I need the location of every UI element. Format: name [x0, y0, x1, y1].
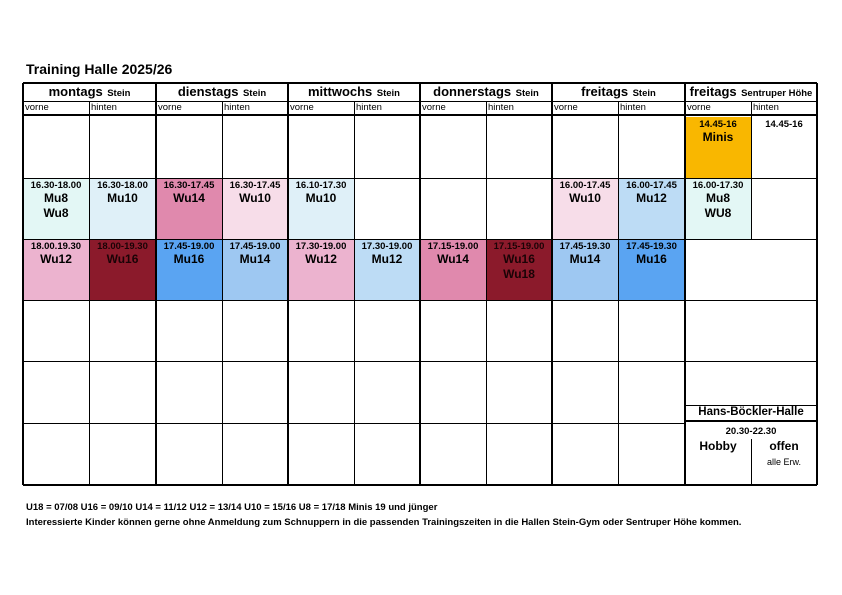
- sub-label-front: vorne: [158, 102, 182, 113]
- schedule-cell: [222, 178, 288, 239]
- sub-label-front: vorne: [687, 102, 711, 113]
- cell-time: 18.00-19.30: [97, 241, 148, 252]
- cell-group: Wu8: [43, 206, 69, 220]
- grid-line: [89, 101, 90, 485]
- grid-line: [419, 83, 421, 485]
- cell-time: 16.00-17.45: [559, 180, 611, 191]
- cell-group: Wu14: [173, 191, 205, 205]
- schedule-cell: [288, 239, 354, 300]
- schedule-cell: [89, 178, 156, 239]
- cell-group: Wu16: [106, 252, 139, 266]
- cell-group: Wu12: [305, 252, 337, 266]
- sub-label-front: vorne: [290, 102, 314, 113]
- day-name: mittwochs: [308, 84, 373, 99]
- day-name: freitags: [581, 84, 629, 99]
- schedule-cell: [751, 117, 817, 178]
- day-name: montags: [48, 84, 103, 99]
- cell-time: 17.45-19.00: [229, 241, 281, 252]
- hans-boeckler-note: alle Erw.: [766, 457, 801, 467]
- cell-group: Mu8: [706, 191, 730, 205]
- cell-group: Mu14: [239, 252, 271, 266]
- hans-boeckler-group-left: Hobby: [699, 439, 737, 453]
- cell-time: 16.00-17.45: [626, 180, 677, 191]
- sub-label-front: vorne: [25, 102, 49, 113]
- day-location: Stein: [515, 88, 539, 99]
- schedule-cell: [288, 178, 354, 239]
- schedule-cell: [486, 239, 552, 300]
- cell-time: 17.45-19.30: [626, 241, 677, 252]
- cell-group: Wu12: [40, 252, 72, 266]
- schedule-cell: [354, 239, 420, 300]
- cell-time: 17.15-19.00: [493, 241, 545, 252]
- sub-label-back: hinten: [224, 102, 250, 113]
- cell-group: Wu14: [437, 252, 469, 266]
- grid-line: [23, 178, 685, 179]
- cell-time: 14.45-16: [699, 119, 737, 130]
- grid-line: [685, 178, 817, 179]
- sub-label-back: hinten: [488, 102, 514, 113]
- schedule-cell: [420, 239, 486, 300]
- day-name: freitags: [689, 84, 737, 99]
- footnote-age-groups: U18 = 07/08 U16 = 09/10 U14 = 11/12 U12 = 13/14 U10 = 15/16 U8 = 17/18 Minis 19 und jünger: [26, 502, 438, 513]
- grid-line: [684, 83, 686, 485]
- grid-line: [354, 101, 355, 485]
- cell-time: 16.30-18.00: [30, 180, 82, 191]
- cell-time: 18.00.19.30: [30, 241, 82, 252]
- cell-group: Mu16: [636, 252, 667, 266]
- grid-line: [685, 420, 817, 422]
- sub-label-front: vorne: [554, 102, 578, 113]
- cell-group: Mu10: [305, 191, 337, 205]
- grid-line: [685, 300, 817, 301]
- sub-label-back: hinten: [91, 102, 117, 113]
- cell-time: 16.10-17.30: [295, 180, 347, 191]
- day-location: Stein: [376, 88, 400, 99]
- cell-time: 16.00-17.30: [692, 180, 744, 191]
- cell-group: Mu10: [107, 191, 138, 205]
- cell-time: 17.15-19.00: [427, 241, 479, 252]
- schedule-cell: [685, 178, 751, 239]
- hans-boeckler-time: 20.30-22.30: [725, 426, 777, 437]
- hans-boeckler-title: Hans-Böckler-Halle: [698, 406, 804, 418]
- grid-line: [486, 101, 487, 485]
- cell-group: Mu12: [636, 191, 667, 205]
- cell-group: WU8: [704, 206, 732, 220]
- schedule-cell: [552, 239, 618, 300]
- day-name: dienstags: [177, 84, 239, 99]
- grid-line: [23, 361, 685, 362]
- cell-time: 14.45-16: [765, 119, 803, 130]
- schedule-cell: [23, 178, 89, 239]
- sub-label-back: hinten: [620, 102, 646, 113]
- grid-line: [23, 300, 685, 301]
- sub-label-front: vorne: [422, 102, 446, 113]
- grid-line: [222, 101, 223, 485]
- cell-time: 16.30-17.45: [229, 180, 281, 191]
- grid-line: [551, 83, 553, 485]
- day-location: Stein: [242, 88, 267, 99]
- grid-line: [751, 439, 752, 485]
- grid-line: [816, 83, 817, 485]
- grid-line: [685, 239, 817, 240]
- cell-group: Mu12: [371, 252, 403, 266]
- schedule-cell: [89, 239, 156, 300]
- grid-line: [751, 101, 752, 239]
- schedule-cell: [618, 178, 685, 239]
- grid-line: [22, 83, 23, 485]
- grid-line: [287, 83, 289, 485]
- hans-boeckler-group-right: offen: [769, 439, 799, 453]
- cell-time: 16.30-17.45: [163, 180, 215, 191]
- cell-time: 17.45-19.30: [559, 241, 611, 252]
- grid-line: [618, 101, 619, 485]
- schedule-cell: [23, 239, 89, 300]
- day-location: Sentruper Höhe: [741, 88, 813, 99]
- cell-time: 17.30-19.00: [295, 241, 347, 252]
- footnote-info: Interessierte Kinder können gerne ohne Anmeldung zum Schnuppern in die passenden Trainingszeiten in die Hallen Stein-Gym oder Sentruper Höhe kommen.: [26, 517, 742, 528]
- cell-time: 17.30-19.00: [361, 241, 413, 252]
- sub-label-back: hinten: [356, 102, 382, 113]
- grid-line: [685, 361, 817, 362]
- cell-group: Mu14: [569, 252, 601, 266]
- cell-group: Wu10: [239, 191, 271, 205]
- day-location: Stein: [632, 88, 656, 99]
- cell-group: Wu18: [503, 267, 535, 281]
- cell-group: Minis: [702, 130, 734, 144]
- grid-line: [23, 423, 685, 424]
- cell-time: 16.30-18.00: [97, 180, 148, 191]
- schedule-cell: [552, 178, 618, 239]
- day-location: Stein: [107, 88, 131, 99]
- cell-group: Wu16: [503, 252, 535, 266]
- cell-group: Mu16: [173, 252, 205, 266]
- sub-label-back: hinten: [753, 102, 779, 113]
- schedule-cell: [156, 239, 222, 300]
- grid-line: [685, 405, 817, 406]
- schedule-cell: [685, 117, 751, 178]
- cell-group: Wu10: [569, 191, 601, 205]
- schedule-cell: [156, 178, 222, 239]
- schedule-cell: [222, 239, 288, 300]
- cell-group: Mu8: [44, 191, 68, 205]
- day-name: donnerstags: [433, 84, 512, 99]
- grid-line: [23, 239, 685, 240]
- grid-line: [155, 83, 157, 485]
- page-title: Training Halle 2025/26: [26, 61, 173, 77]
- cell-time: 17.45-19.00: [163, 241, 215, 252]
- schedule-cell: [618, 239, 685, 300]
